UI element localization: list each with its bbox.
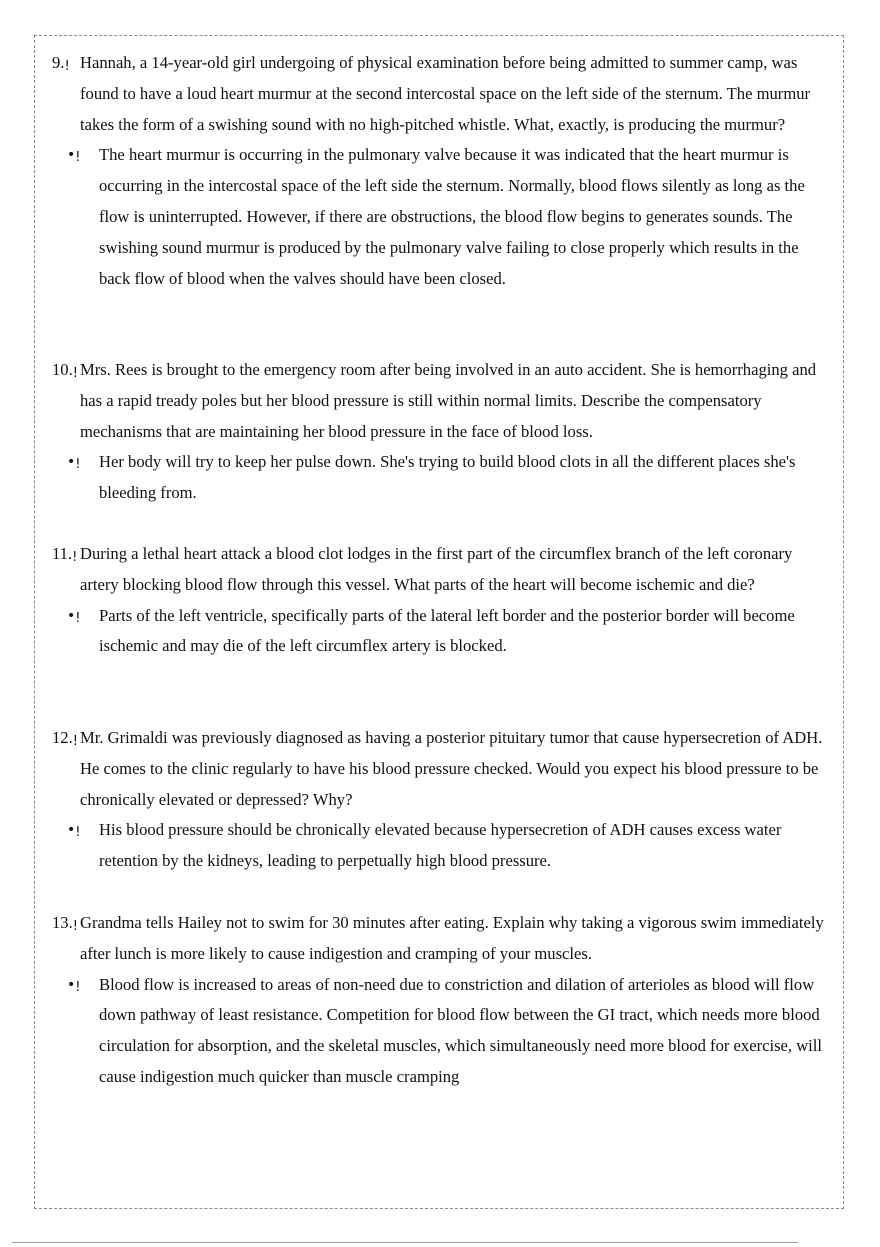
question-block-11 xyxy=(52,539,832,662)
answer-item xyxy=(67,815,832,877)
bullet-icon: •! xyxy=(67,976,81,995)
question-block-13 xyxy=(52,908,832,1093)
question-number: 10.! xyxy=(52,360,78,381)
answer-item xyxy=(67,601,832,663)
bullet-icon: •! xyxy=(67,607,81,626)
answer-item xyxy=(67,447,832,509)
question-text: Mrs. Rees is brought to the emergency room after being involved in an auto accident. She is hemorrhaging and has a rapid tready poles but her blood pressure is still within normal limits. Describe the compensatory mechanisms that are maintaining her blood pressure in the face of blood loss. xyxy=(80,360,817,441)
bullet-icon: •! xyxy=(67,147,81,166)
question-text: Grandma tells Hailey not to swim for 30 minutes after eating. Explain why taking a vigorous swim immediately after lunch is more likely to cause indigestion and cramping of your muscles. xyxy=(80,913,824,963)
answer-text: Parts of the left ventricle, specifically parts of the lateral left border and the posterior border will become ischemic and may die of the left circumflex artery is blocked. xyxy=(99,605,795,656)
answer-text: The heart murmur is occurring in the pulmonary valve because it was indicated that the heart murmur is occurring in the intercostal space of the left side the sternum. Normally, blood flows silently as long as the flow is uninterrupted. However, if there are obstructions, the blood flow begins to generates sounds. The swishing sound murmur is produced by the pulmonary valve failing to close properly which results in the back flow of blood when the valves should have been closed. xyxy=(99,145,805,288)
question-number: 11.! xyxy=(52,544,78,565)
question-block-9 xyxy=(52,48,832,294)
question-block-12 xyxy=(52,723,832,877)
question-number: 9.! xyxy=(52,53,70,74)
answer-item xyxy=(67,970,832,1093)
answer-text: Her body will try to keep her pulse down. She's trying to build blood clots in all the different places she's bleeding from. xyxy=(99,452,796,503)
answer-text: Blood flow is increased to areas of non-need due to constriction and dilation of arterioles as blood will flow down pathway of least resistance. Competition for blood flow between the GI tract, which needs more blood circulation for absorption, and the skeletal muscles, which simultaneously need more blood for exercise, will cause indigestion much quicker than muscle cramping xyxy=(99,974,823,1086)
question-text: During a lethal heart attack a blood clot lodges in the first part of the circumflex branch of the left coronary artery blocking blood flow through this vessel. What parts of the heart will become ischemic and die? xyxy=(80,544,793,594)
question-text: Mr. Grimaldi was previously diagnosed as having a posterior pituitary tumor that cause hypersecretion of ADH. He comes to the clinic regularly to have his blood pressure checked. Would you expect his blood pressure to be chronically elevated or depressed? Why? xyxy=(80,728,823,809)
bullet-icon: •! xyxy=(67,822,81,841)
question-block-10 xyxy=(52,355,832,509)
question-number: 12.! xyxy=(52,728,78,749)
bullet-icon: •! xyxy=(67,454,81,473)
question-text: Hannah, a 14-year-old girl undergoing of physical examination before being admitted to summer camp, was found to have a loud heart murmur at the second intercostal space on the left side of the sternum. The murmur takes the form of a swishing sound with no high-pitched whistle. What, exactly, is producing the murmur? xyxy=(80,53,811,134)
answer-text: His blood pressure should be chronically elevated because hypersecretion of ADH causes excess water retention by the kidneys, leading to perpetually high blood pressure. xyxy=(99,820,782,871)
question-number: 13.! xyxy=(52,913,78,934)
answer-item xyxy=(67,140,832,294)
footer-divider xyxy=(12,1242,798,1243)
